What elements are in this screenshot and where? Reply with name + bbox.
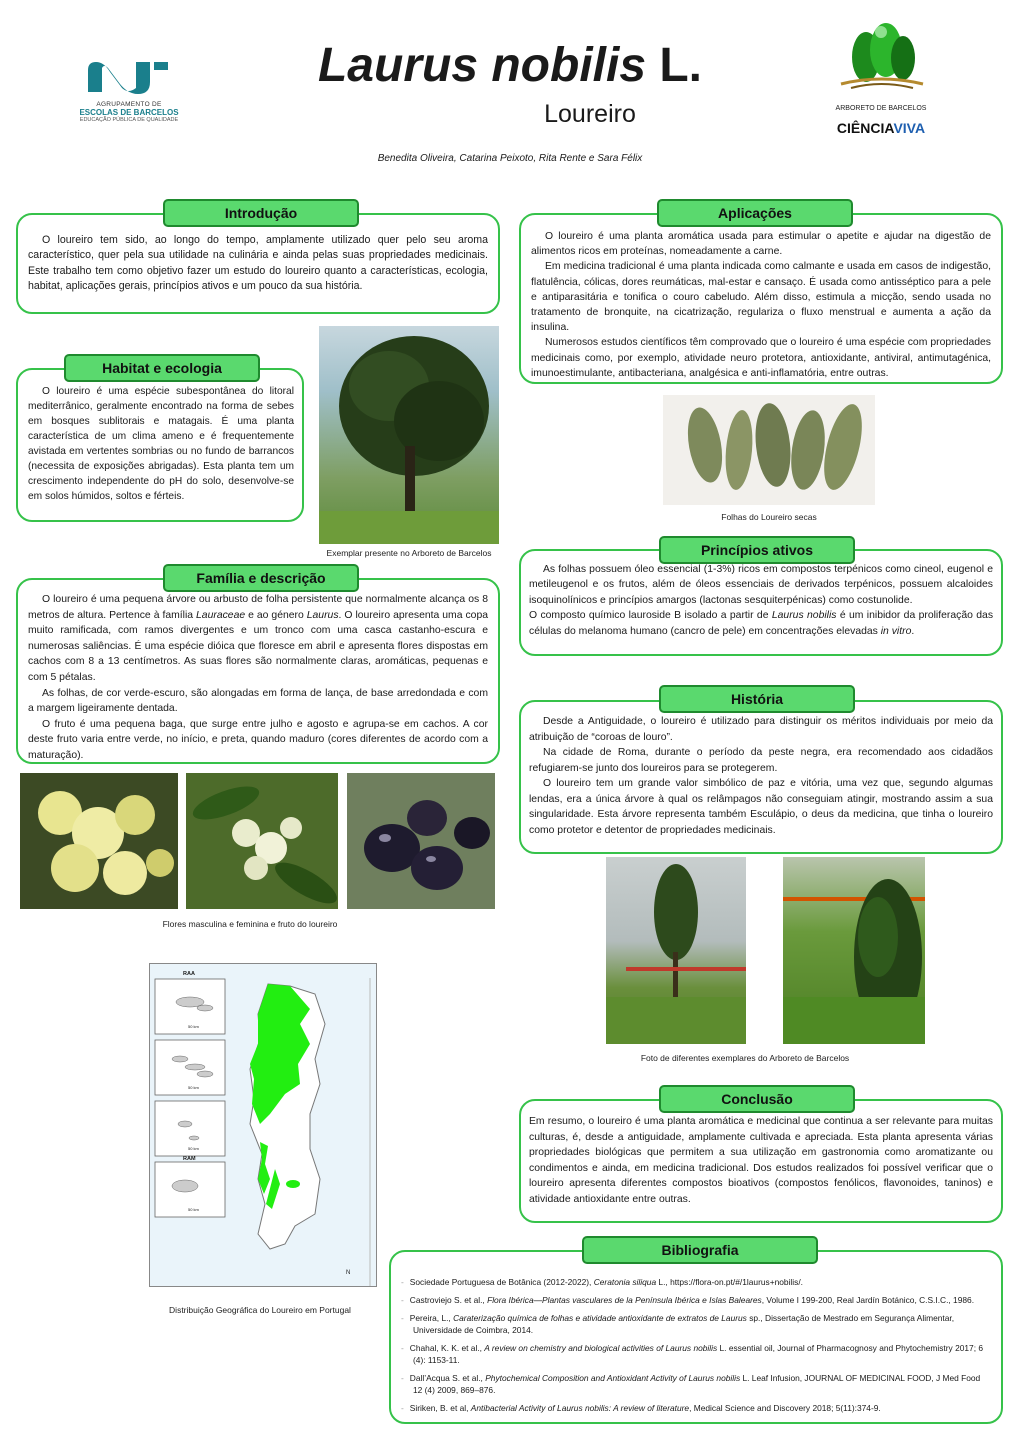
ref-item: - Pereira, L., Caraterização química de folhas e atividade antioxidante de extratos de Laurus sp., Dissertação de Mestrado em Segurança Alimentar, Universidade de Coimbra, 2014. bbox=[413, 1312, 991, 1336]
dried-leaves-caption: Folhas do Loureiro secas bbox=[721, 512, 817, 522]
male-flower-photo bbox=[20, 773, 178, 909]
aplicacoes-header: Aplicações bbox=[657, 199, 853, 227]
dried-leaves-photo bbox=[663, 395, 875, 505]
page-title bbox=[300, 38, 720, 94]
aplicacoes-text: O loureiro é uma planta aromática usada para estimular o apetite e ajudar na digestão de alimentos ricos em proteínas, nomeadamente a carne. Em medicina tradicional é uma planta indicada como calmante e usada em casos de indigestão, flatulência, cólicas, dores reumáticas, mal-estar e cansaço. É usada como antisséptico para a pele e antiparasitária e tonifica o couro cabeludo. Além disso, estimula a micção, sendo usada no tratamento de bronquite, na cicatrização, regulariza o fluxo menstrual e aumenta a ação da insulina. Numerosos estudos científicos têm comprovado que o loureiro é uma espécie com propriedades medicinais como, por exemplo, atividade neuro protetora, antioxidante, antiviral, antimutagénica, imunoestimulante, antibacteriana, analgésica e anti-inflamatória, entre outras. bbox=[531, 231, 991, 379]
map-scale-4: 50 km bbox=[188, 1207, 199, 1212]
north-arrow-icon: N bbox=[346, 1270, 351, 1276]
ref-item: - Sociedade Portuguesa de Botânica (2012-2022), Ceratonia siliqua L., https://flora-on.pt/#/1laurus+nobilis/. bbox=[413, 1276, 991, 1288]
habitat-box bbox=[16, 368, 304, 522]
logo-arboreto: ARBORETO DE BARCELOS CIÊNCIAVIVA bbox=[826, 22, 936, 152]
bibliografia-box bbox=[389, 1250, 1003, 1424]
historia-text: Desde a Antiguidade, o loureiro é utilizado para distinguir os méritos individuais por meio da atribuição de “coroas de louro”. Na cidade de Roma, durante o período da peste negra, era recomendado aos cidadãos refugiarem-se junto dos loureiros para se protegerem. O loureiro tem um grande valor simbólico de paz e vitória, uma vez que, segundo algumas lendas, era a única árvore à qual os relâmpagos não conseguiam atingir, mostrando assim a sua singularidade. Esta árvore representa também Esculápio, o deus da medicina, que tinha o loureiro como protetor e detentor de propriedades medicinais. bbox=[529, 716, 993, 836]
map-caption: Distribuição Geográfica do Loureiro em Portugal bbox=[169, 1305, 351, 1315]
ref-item: - Castroviejo S. et al., Flora Ibérica—Plantas vasculares de la Península Ibérica e Islas Baleares, Volume I 199-200, Real Jardín Botánico, C.S.I.C., 1986. bbox=[413, 1294, 991, 1306]
intro-text: O loureiro tem sido, ao longo do tempo, amplamente utilizado quer pelo seu aroma característico, quer pela sua utilidade na culinária e ainda pelas suas propriedades medicinais. Este trabalho tem como objetivo fazer um estudo do loureiro quanto a características, ecologia, habitat, aplicações gerais, princípios ativos e um pouco da sua história. bbox=[28, 234, 488, 293]
distribution-map bbox=[149, 963, 377, 1287]
conclusao-header: Conclusão bbox=[659, 1085, 855, 1113]
historia-box bbox=[519, 700, 1003, 854]
flowers-fruit-caption: Flores masculina e feminina e fruto do loureiro bbox=[162, 919, 338, 929]
map-label-ram: RAM bbox=[183, 1156, 196, 1162]
arboreto-photo-2 bbox=[783, 857, 925, 1044]
principios-header: Princípios ativos bbox=[659, 536, 855, 564]
bibliografia-list bbox=[399, 1276, 991, 1420]
principios-box bbox=[519, 549, 1003, 656]
map-label-raa: RAA bbox=[183, 971, 195, 977]
habitat-header: Habitat e ecologia bbox=[64, 354, 260, 382]
aplicacoes-box bbox=[519, 213, 1003, 384]
female-flower-photo bbox=[186, 773, 338, 909]
bibliografia-header: Bibliografia bbox=[582, 1236, 818, 1264]
trees-icon bbox=[831, 22, 931, 90]
common-name: Loureiro bbox=[544, 100, 636, 128]
authors: Benedita Oliveira, Catarina Peixoto, Rita Rente e Sara Félix bbox=[377, 153, 643, 164]
intro-header: Introdução bbox=[163, 199, 359, 227]
conclusao-text: Em resumo, o loureiro é uma planta aromática e medicinal que continua a ser relevante para muitas culturas, é, desde a antiguidade, amplamente cultivada e apreciada. Esta planta apresenta várias propriedades biológicas que permitem a sua utilização em gastronomia como aromatizante ou condimentos e ainda, em medicina tradicional. Dos estudos realizados foi possível verificar que o loureiro apresenta diferentes compostos bioativos (compostos fenólicos, flavonoides, taninos) e atividade antioxidante entre outras. bbox=[529, 1116, 993, 1205]
principios-text: As folhas possuem óleo essencial (1-3%) ricos em compostos terpénicos como cineol, eugenol e metileugenol e os frutos, além de óleos essenciais de derivados terpénicos, possuem alcaloides isoquinolínicos e princípios amargos (lactonas sesquiterpénicas) como costunolide. O composto químico lauroside B isolado a partir de Laurus nobilis é um inibidor da proliferação das células do melanoma humano (cancro de pele) em concentrações elevadas in vitro. bbox=[529, 564, 994, 637]
intro-box bbox=[16, 213, 500, 314]
habitat-text: O loureiro é uma espécie subespontânea do litoral mediterrânico, geralmente encontrado na forma de sebes em bosques sublitorais e matagais. É uma planta característica de um clima ameno e é frequentemente avistada em vertentes sombrias ou no fundo de barrancos (necessita de exposições abrigadas). Esta planta tem um crescimento independente do pH do solo, desenvolve-se em solos húmidos, soltos e férteis. bbox=[28, 386, 294, 502]
conclusao-box bbox=[519, 1099, 1003, 1223]
familia-text: O loureiro é uma pequena árvore ou arbusto de folha persistente que normalmente alcança os 8 metros de altura. Pertence à família Lauraceae e ao género Laurus. O loureiro apresenta uma copa muito ramificada, com ramos divergentes e um tronco com uma casca castanho-escura e numerosas saliências. É uma espécie dióica que floresce em abril e apresenta flores dispostas em cachos com 8 a 13 centímetros. As suas flores são normalmente claras, aromáticas, pequenas e com 5 pétalas. As folhas, de cor verde-escuro, são alongadas em forma de lança, de base arredondada e com a margem ligeiramente dentada. O fruto é uma pequena baga, que surge entre julho e agosto e agrupa-se em cachos. A cor deste fruto varia entre verde, no início, e preta, quando maduro (cores diferentes de acordo com a maturação). bbox=[28, 594, 488, 761]
tree-illustration bbox=[319, 326, 499, 544]
map-scale-3: 50 km bbox=[188, 1146, 199, 1151]
wave-icon bbox=[70, 58, 188, 96]
tree-photo bbox=[319, 326, 499, 544]
logo-escolas-barcelos: AGRUPAMENTO DE ESCOLAS DE BARCELOS EDUCAÇÃO PÚBLICA DE QUALIDADE bbox=[70, 58, 188, 128]
historia-header: História bbox=[659, 685, 855, 713]
ref-item: - Dall’Acqua S. et al., Phytochemical Composition and Antioxidant Activity of Laurus nobilis L. Leaf Infusion, JOURNAL OF MEDICINAL FOOD, J Med Food 12 (4) 2009, 869–876. bbox=[413, 1372, 991, 1396]
familia-box bbox=[16, 578, 500, 764]
ref-item: - Chahal, K. K. et al., A review on chemistry and biological activities of Laurus nobilis L. essential oil, Journal of Pharmacognosy and Phytochemistry 2017; 6 (4): 1153-11. bbox=[413, 1342, 991, 1366]
arboreto-photos-caption: Foto de diferentes exemplares do Arboreto de Barcelos bbox=[640, 1053, 850, 1063]
title-rest: L. bbox=[646, 39, 703, 92]
title-italic: Laurus nobilis bbox=[317, 39, 647, 92]
familia-header: Família e descrição bbox=[163, 564, 359, 592]
fruit-photo bbox=[347, 773, 495, 909]
map-scale-1: 50 km bbox=[188, 1024, 199, 1029]
arboreto-photo-1 bbox=[606, 857, 746, 1044]
tree-photo-caption: Exemplar presente no Arboreto de Barcelos bbox=[326, 548, 492, 558]
ref-item: - Siriken, B. et al, Antibacterial Activity of Laurus nobilis: A review of literature, Medical Science and Discovery 2018; 5(11):374-9. bbox=[413, 1402, 991, 1414]
map-scale-2: 50 km bbox=[188, 1085, 199, 1090]
